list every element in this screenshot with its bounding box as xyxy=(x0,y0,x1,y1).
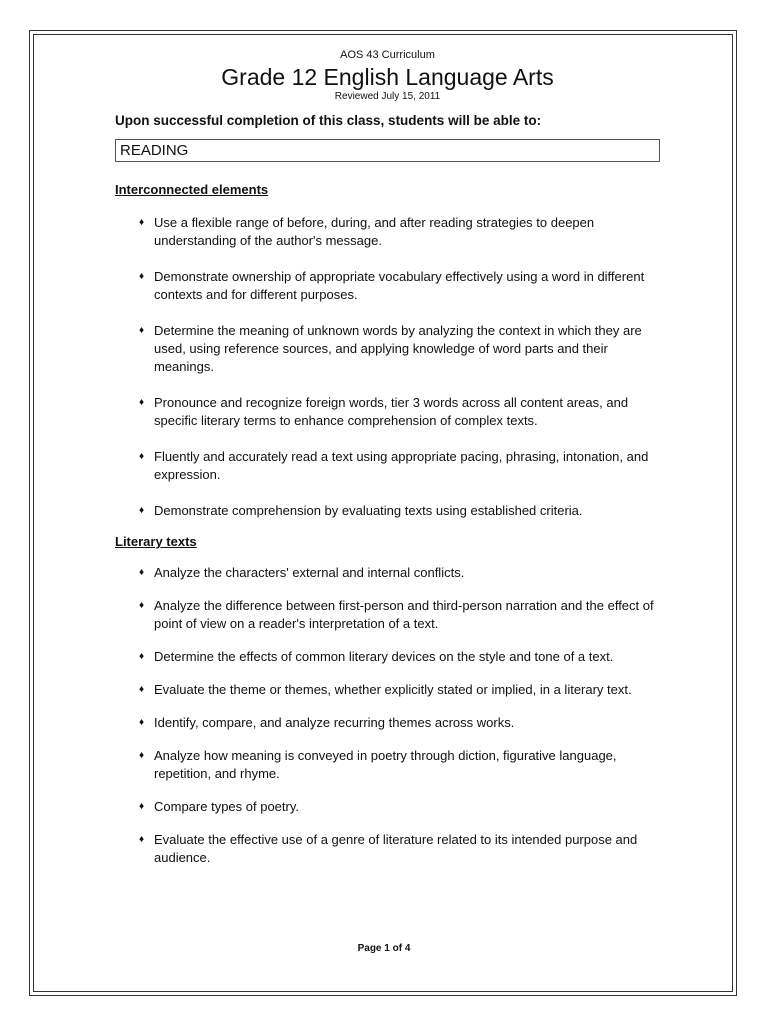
list-item: ♦ Use a flexible range of before, during, and after reading strategies to deepen understanding of the author's message. xyxy=(139,215,595,248)
list-item: ♦ Evaluate the effective use of a genre of literature related to its intended purpose and audience. xyxy=(139,832,638,865)
diamond-bullet-icon: ♦ xyxy=(139,451,145,462)
list-item: ♦ Identify, compare, and analyze recurring themes across works. xyxy=(139,715,515,730)
diamond-bullet-icon: ♦ xyxy=(139,801,145,812)
reviewed-date: Reviewed July 15, 2011 xyxy=(334,91,441,102)
strand-heading-box: READING xyxy=(115,139,660,162)
diamond-bullet-icon: ♦ xyxy=(139,684,145,695)
diamond-bullet-icon: ♦ xyxy=(139,834,145,845)
list-item: ♦ Fluently and accurately read a text using appropriate pacing, phrasing, intonation, and expression. xyxy=(139,449,649,482)
list-item: ♦ Analyze the difference between first-person and third-person narration and the effect of point of view on a reader's interpretation of a text. xyxy=(139,598,654,631)
list-item: ♦ Evaluate the theme or themes, whether explicitly stated or implied, in a literary text. xyxy=(139,682,632,697)
list-item: ♦ Determine the meaning of unknown words by analyzing the context in which they are used, using reference sources, and applying knowledge of word parts and their meanings. xyxy=(139,323,642,374)
page-number: Page 1 of 4 xyxy=(357,943,411,954)
diamond-bullet-icon: ♦ xyxy=(139,600,145,611)
list-literary xyxy=(115,564,660,867)
diamond-bullet-icon: ♦ xyxy=(139,651,145,662)
list-interconnected xyxy=(115,214,660,520)
diamond-bullet-icon: ♦ xyxy=(139,217,145,228)
diamond-bullet-icon: ♦ xyxy=(139,271,145,282)
diamond-bullet-icon: ♦ xyxy=(139,717,145,728)
document-title: Grade 12 English Language Arts xyxy=(221,64,554,90)
diamond-bullet-icon: ♦ xyxy=(139,750,145,761)
list-item: ♦ Analyze the characters' external and internal conflicts. xyxy=(139,565,465,580)
diamond-bullet-icon: ♦ xyxy=(139,505,145,516)
section-heading-interconnected: Interconnected elements xyxy=(115,182,269,197)
intro-statement: Upon successful completion of this class, students will be able to: xyxy=(115,113,542,128)
list-item: ♦ Demonstrate ownership of appropriate vocabulary effectively using a word in different contexts and for different purposes. xyxy=(139,269,645,302)
diamond-bullet-icon: ♦ xyxy=(139,397,145,408)
list-item: ♦ Analyze how meaning is conveyed in poetry through diction, figurative language, repetition, and rhyme. xyxy=(139,748,617,781)
list-item: ♦ Pronounce and recognize foreign words, tier 3 words across all content areas, and specific literary terms to enhance comprehension of complex texts. xyxy=(139,395,629,428)
list-item: ♦ Compare types of poetry. xyxy=(139,799,299,814)
diamond-bullet-icon: ♦ xyxy=(139,567,145,578)
list-item: ♦ Demonstrate comprehension by evaluating texts using established criteria. xyxy=(139,503,583,518)
section-heading-literary: Literary texts xyxy=(115,534,197,549)
organization-label: AOS 43 Curriculum xyxy=(340,49,435,61)
list-item: ♦ Determine the effects of common literary devices on the style and tone of a text. xyxy=(139,649,614,664)
diamond-bullet-icon: ♦ xyxy=(139,325,145,336)
document-body xyxy=(115,48,660,867)
